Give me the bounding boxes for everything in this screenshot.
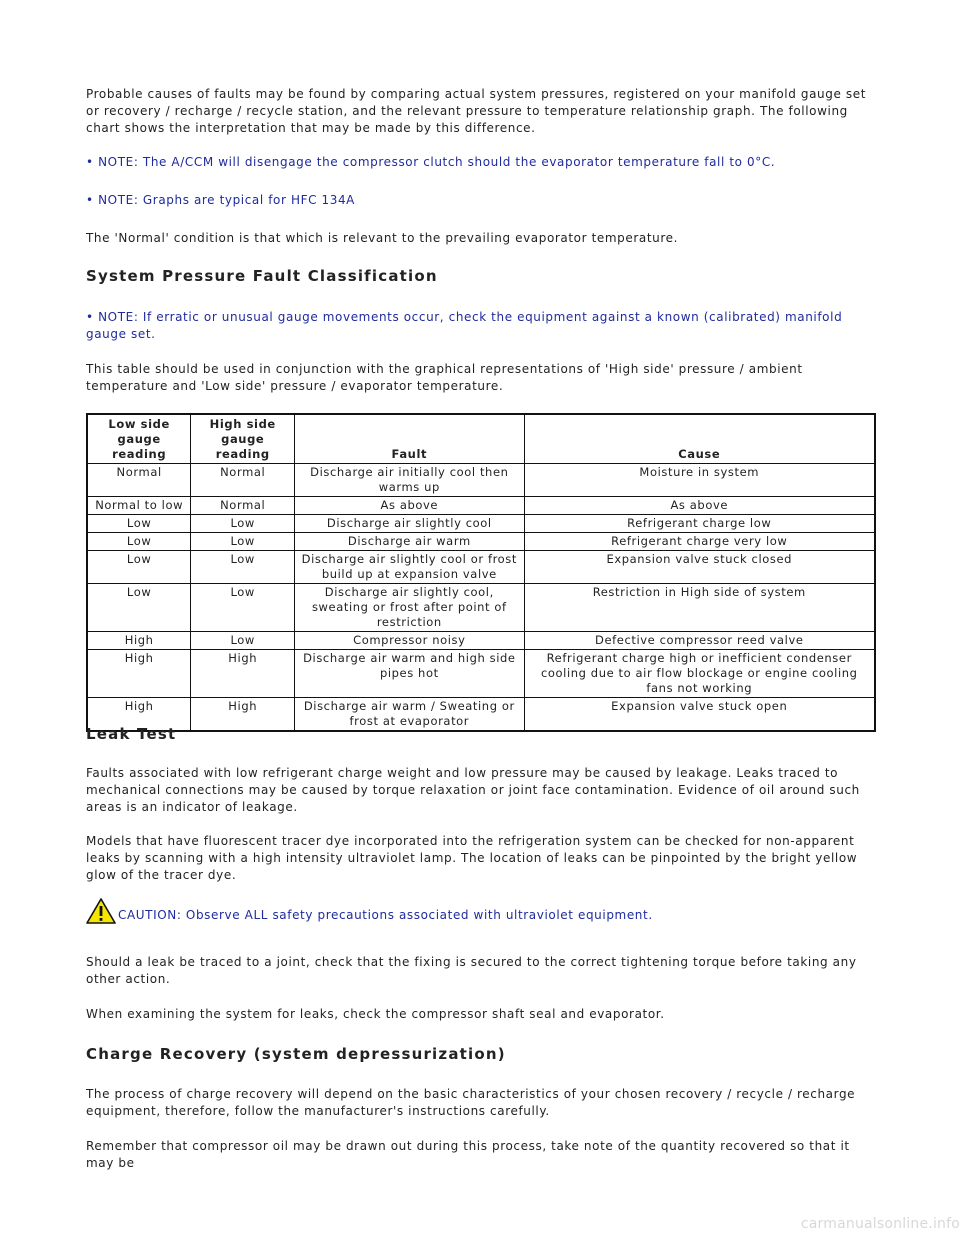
header-high-side: High side gauge reading [191,414,295,464]
cell-fault: Discharge air initially cool then warms up [295,464,524,497]
table-row [87,464,875,497]
table-row [87,584,875,632]
fault-classification-table [86,413,876,732]
cell-fault: Discharge air warm / Sweating or frost at evaporator [295,698,524,732]
cell-high: Low [191,551,295,584]
cell-cause: Moisture in system [524,464,875,497]
cell-cause: Restriction in High side of system [524,584,875,632]
normal-condition-text: The 'Normal' condition is that which is relevant to the prevailing evaporator temperature. [86,231,679,245]
cell-low: Normal to low [87,497,191,515]
cell-fault: Discharge air warm [295,533,524,551]
cell-cause: Expansion valve stuck open [524,698,875,732]
recovery-paragraph-1: The process of charge recovery will depend on the basic characteristics of your chosen recovery / recycle / recharge equipment, therefore, follow the manufacturer's instructions carefully. [86,1087,856,1118]
table-row [87,632,875,650]
table-row [87,650,875,698]
table-row [87,533,875,551]
cell-cause: As above [524,497,875,515]
cell-low: High [87,650,191,698]
cell-low: Low [87,515,191,533]
intro-paragraph: Probable causes of faults may be found by comparing actual system pressures, registered on your manifold gauge set or recovery / recharge / recycle station, and the relevant pressure to temperature relationship graph. The following chart shows the interpretation that may be made by this difference. [86,87,867,135]
cell-fault: Discharge air warm and high side pipes hot [295,650,524,698]
cell-low: High [87,632,191,650]
header-low-side: Low side gauge reading [87,414,191,464]
cell-high: High [191,698,295,732]
cell-low: Low [87,551,191,584]
cell-cause: Refrigerant charge very low [524,533,875,551]
cell-fault: As above [295,497,524,515]
note-graphs: • NOTE: Graphs are typical for HFC 134A [86,193,355,207]
cell-cause: Defective compressor reed valve [524,632,875,650]
leak-paragraph-4: When examining the system for leaks, check the compressor shaft seal and evaporator. [86,1007,665,1021]
cell-high: High [191,650,295,698]
note-erratic-gauge: • NOTE: If erratic or unusual gauge movements occur, check the equipment against a known (calibrated) manifold gauge set. [86,310,843,341]
leak-paragraph-2: Models that have fluorescent tracer dye incorporated into the refrigeration system can be checked for non-apparent leaks by scanning with a high intensity ultraviolet lamp. The location of leaks can be pinpointed by the bright yellow glow of the tracer dye. [86,834,858,882]
caution-text: CAUTION: Observe ALL safety precautions associated with ultraviolet equipment. [118,908,653,922]
cell-high: Low [191,533,295,551]
table-row [87,551,875,584]
cell-high: Low [191,584,295,632]
cell-low: Low [87,533,191,551]
leak-paragraph-3: Should a leak be traced to a joint, check that the fixing is secured to the correct tightening torque before taking any other action. [86,955,857,986]
caution-block [86,898,653,924]
cell-low: Normal [87,464,191,497]
cell-high: Low [191,632,295,650]
table-row [87,497,875,515]
leak-paragraph-1: Faults associated with low refrigerant charge weight and low pressure may be caused by leakage. Leaks traced to mechanical connections may be caused by torque relaxation or joint face contamination. Evidence of oil around such areas is an indicator of leakage. [86,766,860,814]
heading-fault-classification: System Pressure Fault Classification [86,267,438,285]
cell-fault: Discharge air slightly cool or frost build up at expansion valve [295,551,524,584]
heading-charge-recovery: Charge Recovery (system depressurization) [86,1045,506,1063]
table-header-row [87,414,875,464]
cell-low: High [87,698,191,732]
cell-fault: Compressor noisy [295,632,524,650]
header-cause: Cause [524,414,875,464]
table-row [87,515,875,533]
heading-leak-test: Leak Test [86,725,177,743]
cell-high: Normal [191,464,295,497]
warning-triangle-icon [86,898,116,924]
cell-fault: Discharge air slightly cool [295,515,524,533]
table-row [87,698,875,732]
watermark: carmanualsonline.info [800,1216,960,1232]
cell-cause: Refrigerant charge low [524,515,875,533]
cell-low: Low [87,584,191,632]
table-intro-paragraph: This table should be used in conjunction with the graphical representations of 'High side' pressure / ambient temperature and 'Low side' pressure / evaporator temperature. [86,362,803,393]
cell-fault: Discharge air slightly cool, sweating or frost after point of restriction [295,584,524,632]
cell-cause: Expansion valve stuck closed [524,551,875,584]
recovery-paragraph-2: Remember that compressor oil may be drawn out during this process, take note of the quantity recovered so that it may be [86,1139,850,1170]
cell-cause: Refrigerant charge high or inefficient condenser cooling due to air flow blockage or engine cooling fans not working [524,650,875,698]
cell-high: Low [191,515,295,533]
header-fault: Fault [295,414,524,464]
cell-high: Normal [191,497,295,515]
note-evaporator: • NOTE: The A/CCM will disengage the compressor clutch should the evaporator temperature fall to 0°C. [86,155,776,169]
